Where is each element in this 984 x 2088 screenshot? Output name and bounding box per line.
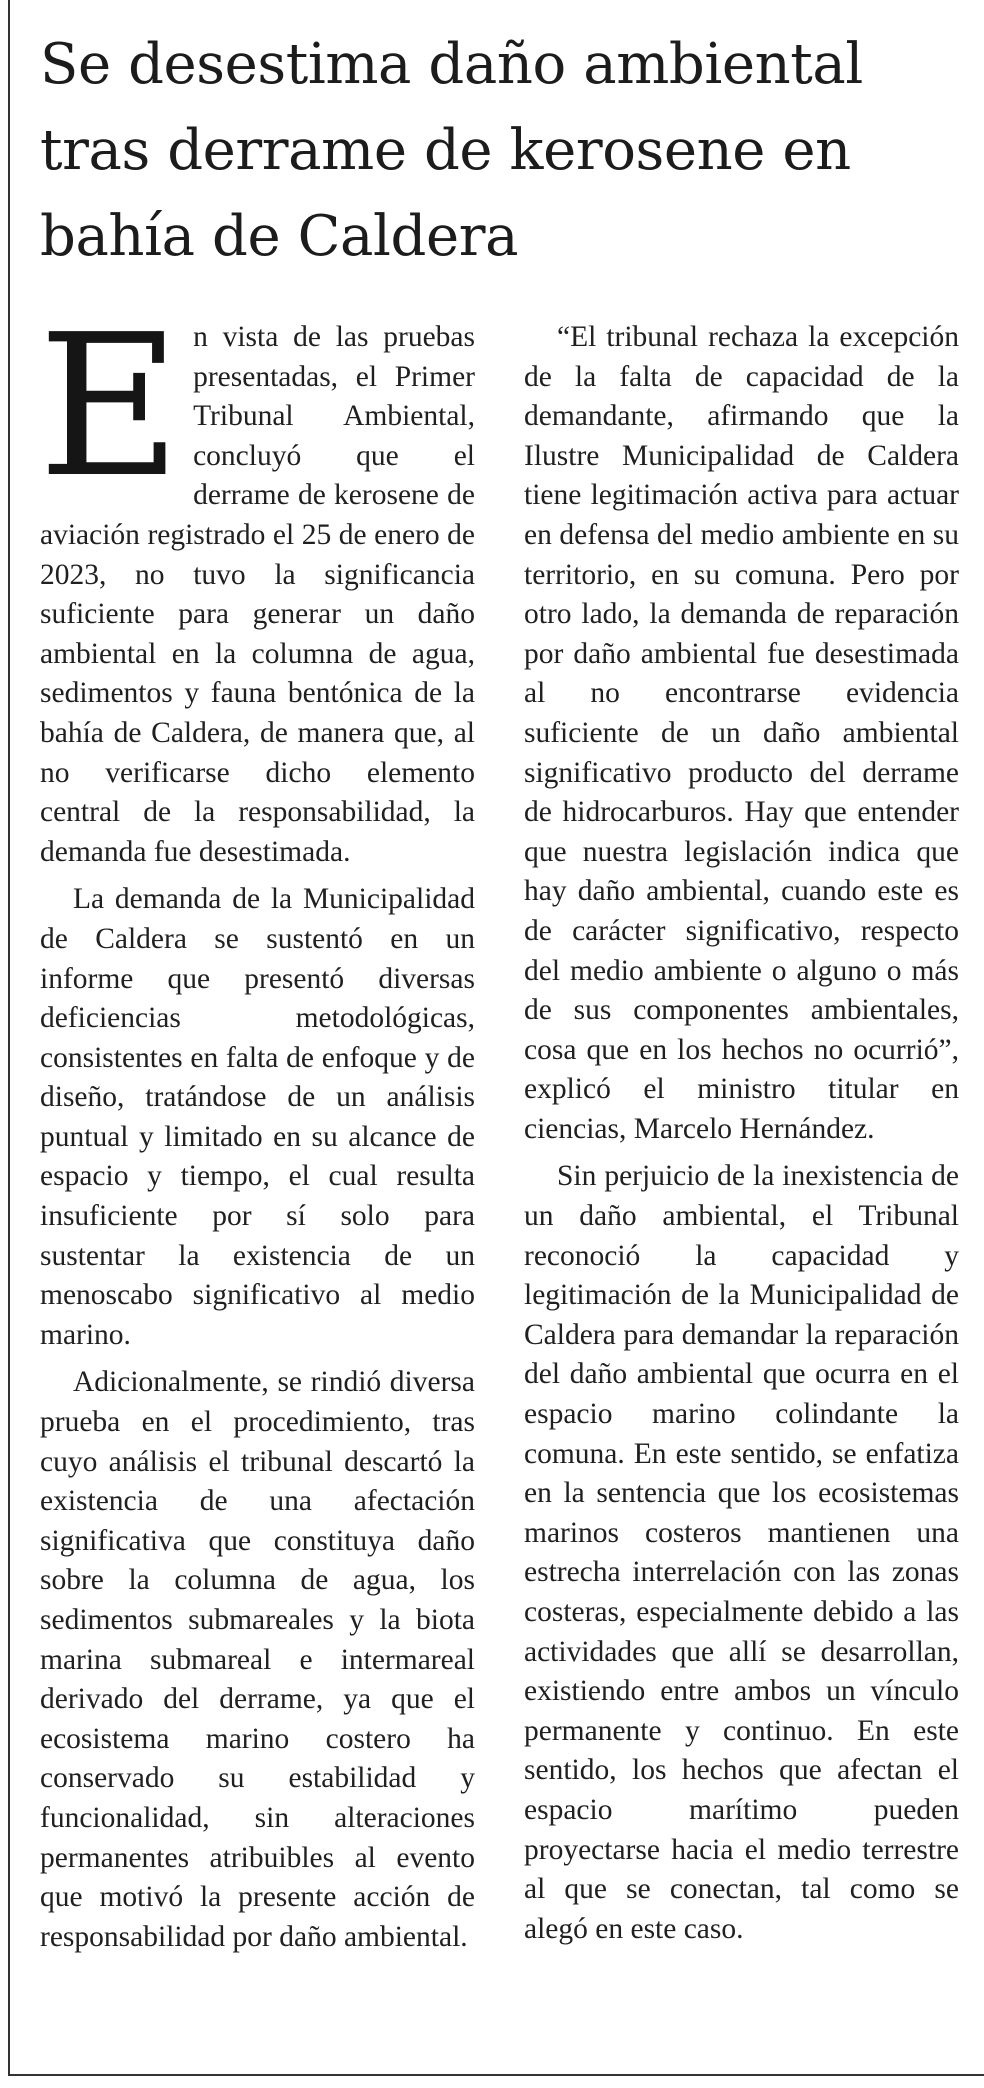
- frame-left-rule: [8, 0, 10, 2076]
- article-paragraph: La demanda de la Municipalidad de Caldera se sustentó en un informe que presentó diversas deficiencias metodológicas, consistentes en falta de enfoque y de diseño, tratándose de un análisis puntual y limitado en su alcance de espacio y tiempo, el cual resulta insuficiente por sí solo para sustentar la existencia de un menoscabo significativo al medio marino.: [40, 883, 475, 1351]
- article-column-left: [38, 293, 475, 1965]
- article-paragraph: Adicionalmente, se rindió diversa prueba en el procedimiento, tras cuyo análisis el tribunal descartó la existencia de una afectación significativa que constituya daño sobre la columna de agua, los sedimentos submareales y la biota marina submareal e intermareal derivado del derrame, ya que el ecosistema marino costero ha conservado su estabilidad y funcionalidad, sin alteraciones permanentes atribuibles al evento que motivó la presente acción de responsabilidad por daño ambiental.: [40, 1366, 475, 1953]
- frame-bottom-rule: [8, 2074, 984, 2076]
- article-paragraph: [38, 293, 475, 872]
- article-paragraph: “El tribunal rechaza la excepción de la falta de capacidad de la demandante, afirmando que la Ilustre Municipalidad de Caldera tiene legitimación activa para actuar en defensa del medio ambiente en su territorio, en su comuna. Pero por otro lado, la demanda de reparación por daño ambiental fue desestimada al no encontrarse evidencia suficiente de un daño ambiental significativo producto del derrame de hidrocarburos. Hay que entender que nuestra legislación indica que hay daño ambiental, cuando este es de carácter significativo, respecto del medio ambiente o alguno o más de sus componentes ambientales, cosa que en los hechos no ocurrió”, explicó el ministro titular en ciencias, Marcelo Hernández.: [524, 321, 959, 1145]
- drop-cap: E: [38, 293, 182, 521]
- paragraph-text: n vista de las pruebas presentadas, el Primer Tribunal Ambiental, concluyó que el derrame de kerosene de aviación registrado el 25 de enero de 2023, no tuvo la significancia suficiente para generar un daño ambiental en la columna de agua, sedimentos y fauna bentónica de la bahía de Caldera, de manera que, al no verificarse dicho elemento central de la responsabilidad, la demanda fue desestimada.: [40, 321, 475, 868]
- article-column-right: [524, 318, 959, 1957]
- article-paragraph: Sin perjuicio de la inexistencia de un daño ambiental, el Tribunal reconoció la capacidad y legitimación de la Municipalidad de Caldera para demandar la reparación del daño ambiental que ocurra en el espacio marino colindante la comuna. En este sentido, se enfatiza en la sentencia que los ecosistemas marinos costeros mantienen una estrecha interrelación con las zonas costeras, especialmente debido a las actividades que allí se desarrollan, existiendo entre ambos un vínculo permanente y continuo. En este sentido, los hechos que afectan el espacio marítimo pueden proyectarse hacia el medio terrestre al que se conectan, tal como se alegó en este caso.: [524, 1160, 959, 1945]
- article-headline: Se desestima daño ambiental tras derrame de kerosene en bahía de Caldera: [40, 32, 863, 269]
